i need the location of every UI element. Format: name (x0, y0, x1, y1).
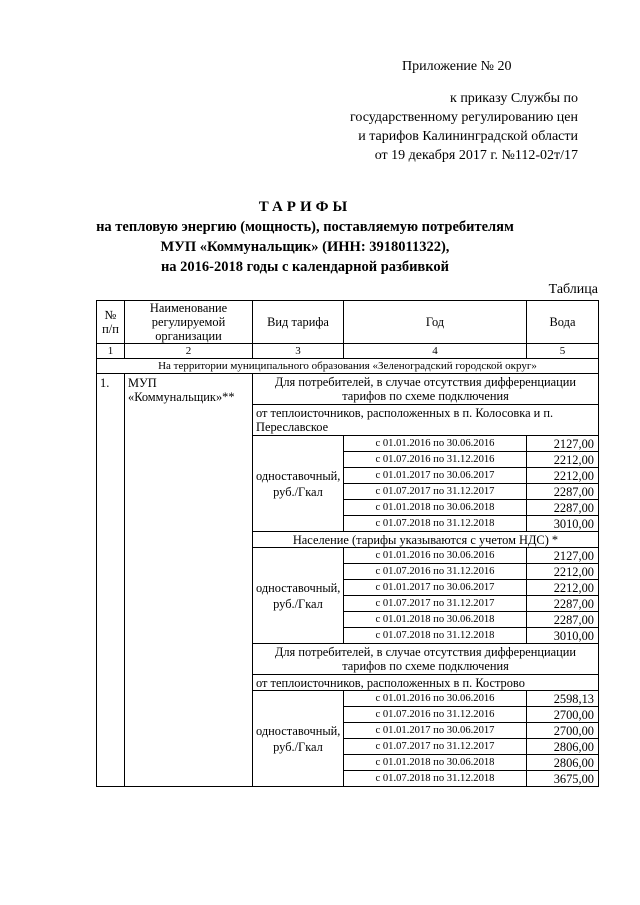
section-row (97, 374, 599, 405)
heading-line: на 2016-2018 годы с календарной разбивкой (160, 259, 450, 275)
value-cell: 2212,00 (527, 468, 599, 484)
appendix-line: от 19 декабря 2017 г. №112-02т/17 (374, 148, 578, 163)
period-cell: с 01.01.2017 по 30.06.2017 (344, 468, 527, 484)
appendix-title: Приложение № 20 (402, 59, 512, 74)
value-cell: 3010,00 (527, 516, 599, 532)
appendix-line: государственному регулированию цен (350, 110, 578, 125)
table-header-row (97, 301, 599, 344)
period-cell: с 01.01.2017 по 30.06.2017 (344, 580, 527, 596)
tariff-type: одноставочный, руб./Гкал (253, 436, 344, 532)
value-cell: 2700,00 (527, 723, 599, 739)
value-cell: 2287,00 (527, 596, 599, 612)
period-cell: с 01.07.2016 по 31.12.2016 (344, 707, 527, 723)
appendix-block (330, 57, 600, 165)
header-cell: Вода (527, 301, 599, 344)
value-cell: 2287,00 (527, 612, 599, 628)
table-caption: Таблица (548, 282, 598, 297)
value-cell: 2287,00 (527, 484, 599, 500)
row-number: 1. (97, 374, 125, 787)
period-cell: с 01.01.2016 по 30.06.2016 (344, 548, 527, 564)
period-cell: с 01.07.2018 по 31.12.2018 (344, 516, 527, 532)
value-cell: 2127,00 (527, 548, 599, 564)
value-cell: 2212,00 (527, 580, 599, 596)
value-cell: 3010,00 (527, 628, 599, 644)
period-cell: с 01.01.2018 по 30.06.2018 (344, 755, 527, 771)
heading-title: ТАРИФЫ (258, 199, 352, 215)
appendix-line: и тарифов Калининградской области (358, 129, 578, 144)
value-cell: 2806,00 (527, 739, 599, 755)
period-cell: с 01.01.2016 по 30.06.2016 (344, 691, 527, 707)
header-cell: Вид тарифа (253, 301, 344, 344)
value-cell: 2806,00 (527, 755, 599, 771)
header-cell: № п/п (97, 301, 125, 344)
header-cell: Год (344, 301, 527, 344)
appendix-line: к приказу Службы по (450, 91, 578, 106)
value-cell: 2700,00 (527, 707, 599, 723)
period-cell: с 01.07.2017 по 31.12.2017 (344, 596, 527, 612)
period-cell: с 01.01.2017 по 30.06.2017 (344, 723, 527, 739)
column-number: 1 (97, 344, 125, 359)
column-number: 2 (125, 344, 253, 359)
period-cell: с 01.01.2018 по 30.06.2018 (344, 500, 527, 516)
document-heading (90, 197, 520, 277)
heading-line: МУП «Коммунальщик» (ИНН: 3918011322), (160, 239, 450, 255)
period-cell: с 01.01.2016 по 30.06.2016 (344, 436, 527, 452)
section-title: Для потребителей, в случае отсутствия дифференциации тарифов по схеме подключения (253, 644, 599, 675)
period-cell: с 01.07.2018 по 31.12.2018 (344, 771, 527, 787)
column-number: 3 (253, 344, 344, 359)
column-number: 5 (527, 344, 599, 359)
period-cell: с 01.07.2016 по 31.12.2016 (344, 564, 527, 580)
period-cell: с 01.07.2017 по 31.12.2017 (344, 484, 527, 500)
value-cell: 2212,00 (527, 452, 599, 468)
value-cell: 2127,00 (527, 436, 599, 452)
value-cell: 2287,00 (527, 500, 599, 516)
column-numbers-row (97, 344, 599, 359)
heading-line: на тепловую энергию (мощность), поставляемую потребителям (96, 219, 514, 235)
period-cell: с 01.01.2018 по 30.06.2018 (344, 612, 527, 628)
period-cell: с 01.07.2016 по 31.12.2016 (344, 452, 527, 468)
organization-name: МУП «Коммунальщик»** (125, 374, 253, 787)
header-cell: Наименование регулируемой организации (125, 301, 253, 344)
subsection-title: от теплоисточников, расположенных в п. Кострово (253, 675, 599, 691)
period-cell: с 01.07.2018 по 31.12.2018 (344, 628, 527, 644)
value-cell: 2212,00 (527, 564, 599, 580)
tariffs-table (96, 300, 599, 787)
subsection-title: от теплоисточников, расположенных в п. Колосовка и п. Переславское (253, 405, 599, 436)
value-cell: 3675,00 (527, 771, 599, 787)
territory-cell: На территории муниципального образования «Зеленоградский городской округ» (97, 359, 599, 374)
territory-row (97, 359, 599, 374)
column-number: 4 (344, 344, 527, 359)
value-cell: 2598,13 (527, 691, 599, 707)
period-cell: с 01.07.2017 по 31.12.2017 (344, 739, 527, 755)
tariff-type: одноставочный, руб./Гкал (253, 548, 344, 644)
section-title: Население (тарифы указываются с учетом НДС) * (253, 532, 599, 548)
tariff-type: одноставочный, руб./Гкал (253, 691, 344, 787)
section-title: Для потребителей, в случае отсутствия дифференциации тарифов по схеме подключения (253, 374, 599, 405)
